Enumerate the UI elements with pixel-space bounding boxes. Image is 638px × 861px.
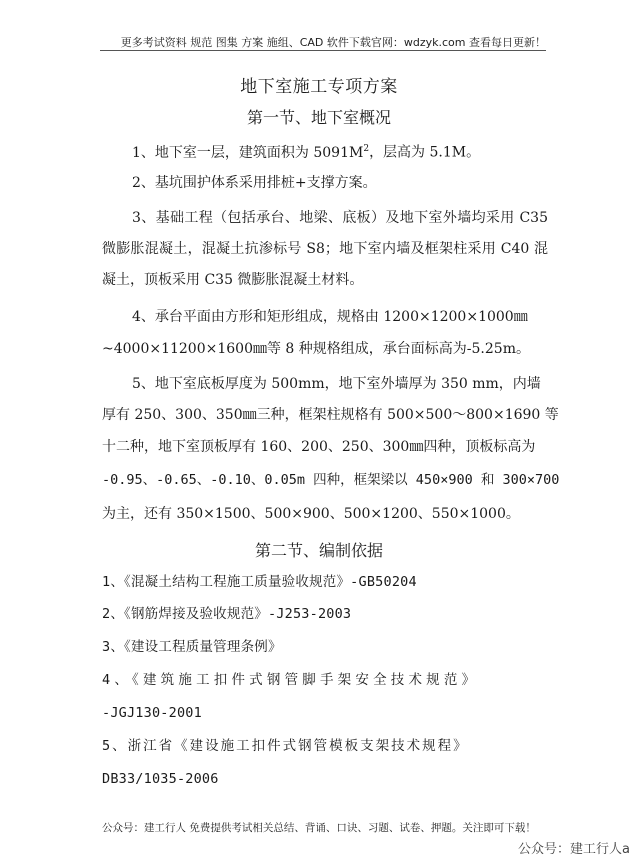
paragraph-5-line-4: -0.95、-0.65、-0.10、0.05m 四种，框架梁以 450×900 和 300×700: [102, 472, 560, 488]
reference-4-line-2: -JGJ130-2001: [102, 705, 202, 721]
paragraph-4-line-1: 4、承台平面由方形和矩形组成，规格由 1200×1200×1000㎜: [132, 309, 528, 325]
paragraph-1: [102, 134, 548, 168]
footer-note: 公众号：建工行人 免费提供考试相关总结、背诵、口诀、习题、试卷、押题。关注即可下载！: [102, 822, 536, 834]
reference-5-line-1: 5、浙江省《建设施工扣件式钢管模板支架技术规程》: [102, 738, 469, 754]
header-divider: [100, 50, 546, 51]
paragraph-1-tail: ，层高为 5.1M。: [369, 144, 481, 161]
reference-1: 1、《混凝土结构工程施工质量验收规范》-GB50204: [102, 574, 417, 590]
reference-2: 2、《钢筋焊接及验收规范》-J253-2003: [102, 606, 352, 622]
section1-heading: 第一节、地下室概况: [246, 108, 391, 127]
section2-heading: 第二节、编制依据: [254, 541, 383, 560]
paragraph-1-text: 1、地下室一层，建筑面积为 5091M: [132, 144, 364, 161]
paragraph-2: 2、基坑围护体系采用排桩+支撑方案。: [132, 175, 377, 191]
paragraph-5-line-3: 十二种，地下室顶板厚有 160、200、250、300㎜四种，顶板标高为: [102, 439, 536, 455]
watermark-label: 公众号：建工行人a: [518, 842, 630, 857]
paragraph-4-line-2: ~4000×11200×1600㎜等 8 种规格组成，承台面标高为-5.25m。: [102, 341, 530, 357]
paragraph-5-line-1: 5、地下室底板厚度为 500mm，地下室外墙厚为 350 mm，内墙: [132, 376, 541, 392]
paragraph-3: 3、基础工程（包括承台、地梁、底板）及地下室外墙均采用 C35 微膨胀混凝土，混凝土抗渗标号 S8；地下室内墙及框架柱采用 C40 混凝土，顶板采用 C35 微膨胀混凝土材料。: [102, 210, 548, 288]
header-note: 更多考试资料 规范 图集 方案 施组、CAD 软件下载官网：wdzyk.com 查看每日更新！: [120, 36, 546, 49]
paragraph-5-line-5: 为主，还有 350×1500、500×900、500×1200、550×1000。: [102, 506, 520, 522]
document-title: 地下室施工专项方案: [240, 77, 398, 97]
paragraph-5-line-2: 厚有 250、300、350㎜三种，框架柱规格有 500×500～800×1690 等: [102, 407, 559, 423]
paragraph-1-superscript: 2: [363, 144, 370, 154]
reference-3: 3、《建设工程质量管理条例》: [102, 639, 282, 655]
reference-4-line-1: 4、《建筑施工扣件式钢管脚手架安全技术规范》: [102, 672, 480, 688]
reference-5-line-2: DB33/1035-2006: [102, 771, 219, 787]
